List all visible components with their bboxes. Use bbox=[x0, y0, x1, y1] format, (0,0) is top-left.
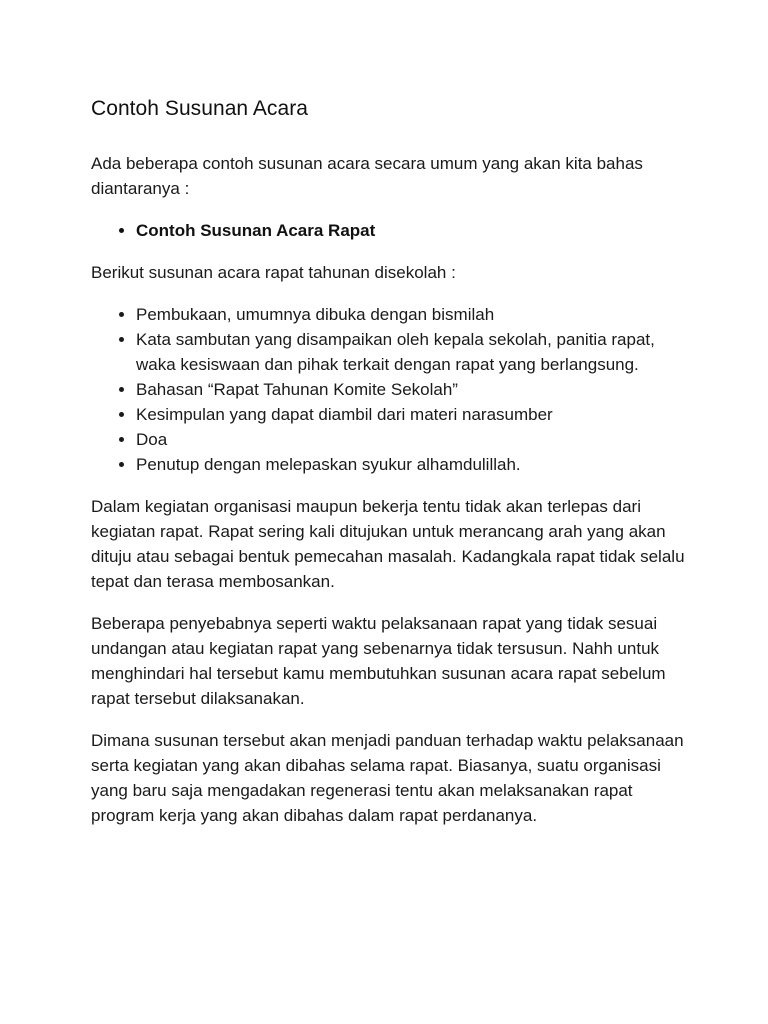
list-item: • Kata sambutan yang disampaikan oleh kepala sekolah, panitia rapat, waka kesiswaan dan pihak terkait dengan rapat yang berlangsung. bbox=[136, 327, 691, 377]
section-heading: • Contoh Susunan Acara Rapat bbox=[136, 218, 691, 243]
document-page bbox=[91, 94, 691, 845]
lead-paragraph: Berikut susunan acara rapat tahunan disekolah : bbox=[91, 263, 456, 282]
body-paragraph: Beberapa penyebabnya seperti waktu pelaksanaan rapat yang tidak sesuai undangan atau kegiatan rapat yang sebenarnya tidak tersusun. Nahh untuk menghindari hal tersebut kamu membutuhkan susunan acara rapat sebelum rapat tersebut dilaksanakan. bbox=[91, 614, 666, 708]
list-item: • Penutup dengan melepaskan syukur alhamdulillah. bbox=[136, 452, 691, 477]
list-item: • Doa bbox=[136, 427, 691, 452]
section-heading-list bbox=[91, 218, 691, 243]
intro-paragraph: Ada beberapa contoh susunan acara secara umum yang akan kita bahas diantaranya : bbox=[91, 154, 643, 198]
body-paragraph: Dalam kegiatan organisasi maupun bekerja tentu tidak akan terlepas dari kegiatan rapat. Rapat sering kali ditujukan untuk merancang arah yang akan dituju atau sebagai bentuk pemecahan masalah. Kadangkala rapat tidak selalu tepat dan terasa membosankan. bbox=[91, 497, 685, 591]
list-item: • Kesimpulan yang dapat diambil dari materi narasumber bbox=[136, 402, 691, 427]
list-item: • Bahasan “Rapat Tahunan Komite Sekolah” bbox=[136, 377, 691, 402]
page-title: Contoh Susunan Acara bbox=[91, 97, 308, 120]
agenda-list bbox=[91, 302, 691, 477]
body-paragraph: Dimana susunan tersebut akan menjadi panduan terhadap waktu pelaksanaan serta kegiatan yang akan dibahas selama rapat. Biasanya, suatu organisasi yang baru saja mengadakan regenerasi tentu akan melaksanakan rapat program kerja yang akan dibahas dalam rapat perdananya. bbox=[91, 731, 684, 825]
list-item: • Pembukaan, umumnya dibuka dengan bismilah bbox=[136, 302, 691, 327]
